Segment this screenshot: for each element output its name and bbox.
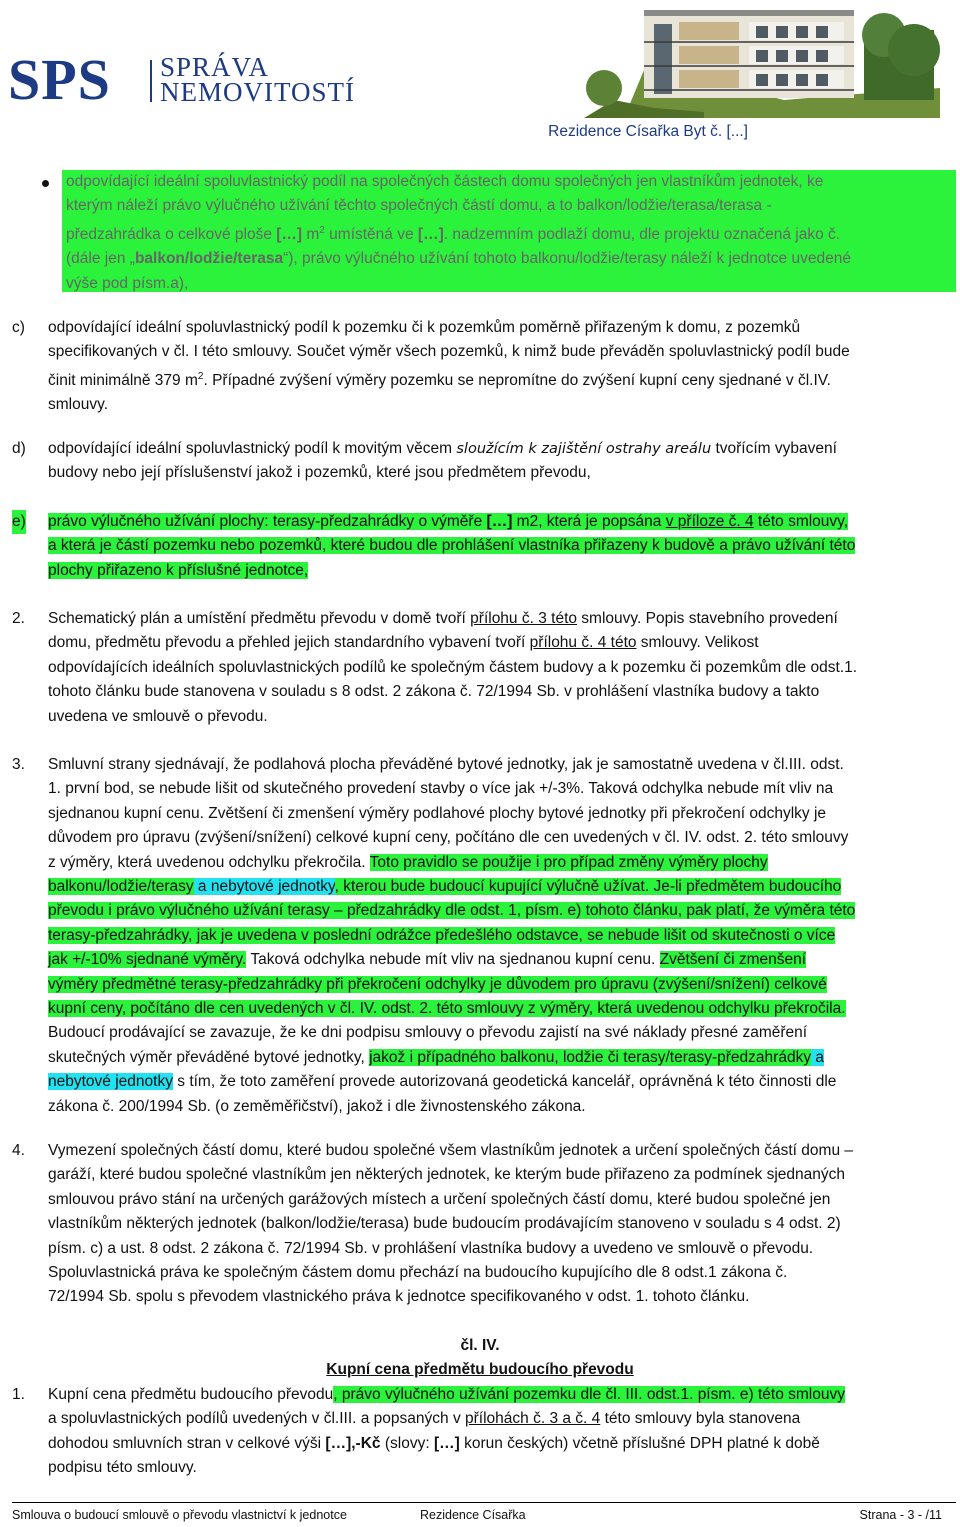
highlighted-text: , právo výlučného užívání pozemku dle čl. III. odst.1. písm. e) této smlouvy [333,1386,845,1403]
highlighted-text: této smlouvy, [753,513,849,530]
text-line: specifikovaných v čl. I této smlouvy. Součet výměr všech pozemků, k nimž bude převáděn spoluvlastnický podíl bude [48,343,850,361]
text-line: podpisu této smlouvy. [48,1459,197,1477]
text-line [66,247,952,271]
superscript: 2 [319,224,325,236]
document-reference-text: Rezidence Císařka Byt č. [...] [548,123,748,140]
text-line [48,924,952,948]
highlighted-text: Toto pravidlo se použije i pro případ změny výměry plochy [369,853,768,871]
text-run: skutečných výměr převáděné bytové jednotky, [48,1048,370,1066]
text-line: odpovídajících ideálních spoluvlastnických podílů ke společným částem budovy a k pozemku či pozemkům dle odst.1. [48,658,858,676]
text-line: Smluvní strany sjednávají, že podlahová plocha převáděné bytové jednotky, jak je samostatně uvedena v čl.III. odst. [48,756,844,773]
text-line [48,1046,952,1070]
highlighted-text: , kterou bude budoucí kupující výlučně užívat. Je-li předmětem budoucího [334,878,842,896]
text-line: smlouvou právo stání na určených garážových místech a určení společných částí domu, které budou společné jen [48,1190,831,1208]
text-line: smlouvy. [48,396,109,414]
text-line [48,1407,952,1431]
text-line: sjednanou kupní cenu. Zvětšení či zmenšení výměry podlahové plochy bytové jednotky při překročení odchylky je [48,804,827,822]
text-line: odpovídající ideální spoluvlastnický podíl na společných částech domu společných jen vlastníkům jednotek, ke [66,173,824,190]
footer-divider [12,1502,956,1503]
text-run: korun českých) včetně příslušné DPH platné k době [459,1434,820,1452]
article-number-text: čl. IV. [460,1337,500,1354]
text-line [48,365,952,394]
text-run: předzahrádka o celkové ploše [66,225,277,243]
text-line: vlastníkům některých jednotek (balkon/lodžie/terasa) bude budoucím prodávajícím stanoveno v souladu s 4 odst. 2) [48,1215,841,1233]
text-line: uvedena ve smlouvě o převodu. [48,707,268,725]
text-line [48,973,952,997]
item-marker: c) [12,319,25,336]
highlighted-text: a která je částí pozemku nebo pozemků, které budou dle prohlášení vlastníka přiřazeny k budově a právo užívání této [48,537,856,555]
text-run: odpovídající ideální spoluvlastnický podíl k movitým věcem [48,440,457,457]
text-run: m [302,225,320,243]
text-line: 1. první bod, se nebude lišit od skutečného provedení stavby o více jak +/-3%. Taková odchylka nebude mít vliv na [48,780,834,798]
paragraph-2 [48,607,952,729]
document-reference [548,120,748,144]
item-marker: 1. [12,1386,25,1403]
highlighted-text: převodu i právo výlučného užívání terasy – předzahrádky dle odst. 1, písm. e) tohoto článku, pak platí, že výměra této [48,902,856,920]
text-run: (slovy: [380,1434,434,1452]
text-run: smlouvy. Velikost [636,634,759,652]
blue-highlighted-text: a [811,1048,825,1066]
paragraph-d [48,437,952,486]
logo-divider [150,60,152,102]
text-line [48,875,952,899]
text-line: zákona č. 200/1994 Sb. (o zeměměřičství), jakož i dle živnostenského zákona. [48,1097,586,1115]
text-line: důvodem pro úpravu (zvýšení/snížení) celkové kupní ceny, počítáno dle cen uvedených v čl. IV. odst. 2. této smlouvy [48,829,849,847]
highlighted-text: právo výlučného užívání plochy: terasy-předzahrádky o výměře [48,513,487,530]
text-line [48,631,952,655]
placeholder-text: […] [417,225,444,243]
text-run: Schematický plán a umístění předmětu převodu v domě tvoří [48,610,471,627]
text-line [48,899,952,923]
text-line: budovy nebo její příslušenství jakož i pozemků, které jsou předmětem převodu, [48,464,591,482]
paragraph-c [48,316,952,418]
text-run: . nadzemním podlaží domu, dle projektu označená jako č. [443,225,841,243]
article-number [0,1334,960,1358]
paragraph-4 [48,1139,952,1310]
article-title-text: Kupní cena předmětu budoucího převodu [326,1361,634,1378]
annex-reference: přílohách č. 3 a č. 4 [465,1410,601,1428]
text-line: výše pod písm.a), [66,274,189,292]
text-line: odpovídající ideální spoluvlastnický podíl k pozemku či k pozemkům poměrně přiřazeným k domu, z pozemků [48,319,801,336]
blue-highlighted-text: a nebytové jednotky [193,878,335,896]
text-line [48,851,952,875]
text-run: . Případné zvýšení výměry pozemku se nepromítne do zvýšení kupní ceny sjednané v čl.IV. [203,371,831,389]
highlighted-text: balkonu/lodžie/terasy [48,878,194,896]
logo-line-1: SPRÁVA [160,52,270,82]
text-line: písm. c) a ust. 8 odst. 2 zákona č. 72/1994 Sb. v prohlášení vlastníka budovy a uvedeno ve smlouvě o převodu. [48,1239,814,1257]
highlighted-text: kupní ceny, počítáno dle cen uvedených v čl. IV. odst. 2. této smlouvy z výměry, která uvedenou odchylku překročila. [48,1000,846,1018]
text-line: kterým náleží právo výlučného užívání těchto společných částí domu, a to balkon/lodžie/terasa/terasa - [66,197,772,215]
text-line: Spoluvlastnická práva ke společným částem domu přechází na budoucího kupujícího dle 8 odst.1 zákona č. [48,1264,788,1282]
text-run: “), právo výlučného užívání tohoto balkonu/lodžie/terasy náleží k jednotce uvedené [283,250,851,268]
text-run: Taková odchylka nebude mít vliv na sjednanou kupní cenu. [246,951,660,969]
annex-reference: v příloze č. 4 [665,513,754,530]
text-run: činit minimálně 379 m [48,371,198,389]
text-line [48,510,952,534]
article-title [0,1358,960,1382]
highlighted-text: terasy-předzahrádky, jak je uvedena v poslední odrážce předešlého odstavce, se nebude lišit od skutečnosti o více [48,926,836,944]
text-line [66,219,952,248]
placeholder-text: […] [486,513,513,530]
placeholder-text: […] [433,1434,460,1452]
text-line: garáží, které budou společné vlastníkům jen některých jednotek, ke kterým bude přiřazeno za podmínek sjednaných [48,1166,845,1184]
footer-page-number: Strana - 3 - /11 [859,1508,942,1522]
text-line [48,607,952,631]
highlighted-text: výměry předmětné terasy-předzahrádky při překročení odchylky je důvodem pro úpravu (zvýšení/snížení) celkové [48,975,827,993]
text-run: dohodou smluvních stran v celkové výši [48,1434,326,1452]
placeholder-text: […] [276,225,303,243]
text-line [48,534,952,558]
superscript: 2 [197,370,204,382]
text-line [48,1432,952,1456]
annex-reference: přílohu č. 3 této [470,610,577,627]
text-run: tvořícím vybavení [711,440,837,457]
footer-middle: Rezidence Císařka [420,1508,526,1522]
paragraph-iv-1 [48,1383,952,1481]
text-run: (dále jen „ [66,250,135,268]
bullet-icon [42,180,49,187]
text-run: z výměry, která uvedenou odchylku překročila. [48,853,370,871]
item-marker: 4. [12,1142,25,1159]
text-line [48,559,952,583]
item-marker: 3. [12,756,25,773]
item-marker: 2. [12,610,25,627]
highlighted-text: jakož i případného balkonu, lodžie či terasy/terasy-předzahrádky [369,1048,812,1066]
highlighted-text: plochy přiřazeno k příslušné jednotce, [48,561,309,579]
paragraph-3 [48,753,952,1119]
italic-term: sloužícím k zajištění ostrahy areálu [456,441,712,457]
bullet-paragraph [66,170,952,296]
bold-term: balkon/lodžie/terasa [134,250,284,268]
text-run: umístěná ve [324,225,418,243]
text-line [48,1070,952,1094]
item-marker: d) [12,440,26,457]
footer-left: Smlouva o budoucí smlouvě o převodu vlastnictví k jednotce [12,1508,347,1522]
highlighted-text: jak +/-10% sjednané výměry. [48,951,247,969]
text-line: tohoto článku bude stanovena v souladu s 8 odst. 2 zákona č. 72/1994 Sb. v prohlášení vlastníka budovy a takto [48,683,820,701]
highlighted-text: m2, která je popsána [512,513,666,530]
text-line [48,437,952,461]
text-line [48,997,952,1021]
building-photo [584,0,940,118]
paragraph-e [48,510,952,583]
text-run: domu, předmětu převodu a přehled jejich standardního vybavení tvoří [48,634,530,652]
text-run: této smlouvy byla stanovena [600,1410,801,1428]
text-line: Vymezení společných částí domu, které budou společné všem vlastníkům jednotek a určení společných částí domu – [48,1142,853,1159]
placeholder-text: […],-Kč [325,1434,381,1452]
text-run: Kupní cena předmětu budoucího převodu [48,1386,334,1403]
logo-sps: SPS [8,47,111,112]
blue-highlighted-text: nebytové jednotky [48,1073,173,1091]
item-marker: e) [12,510,26,534]
text-line: Budoucí prodávající se zavazuje, že ke dni podpisu smlouvy o převodu zajistí na své náklady přesné zaměření [48,1024,808,1042]
text-run: smlouvy. Popis stavebního provedení [577,610,838,627]
text-line: 72/1994 Sb. spolu s převodem vlastnického práva k jednotce specifikovaného v odst. 1. tohoto článku. [48,1288,750,1306]
logo-line-2: NEMOVITOSTÍ [160,77,355,107]
annex-reference: přílohu č. 4 této [529,634,637,652]
highlighted-text: Zvětšení či zmenšení [659,951,807,969]
text-line [48,1383,952,1407]
text-run: s tím, že toto zaměření provede autorizovaná geodetická kancelář, oprávněná k této činnosti dle [172,1073,837,1091]
text-line [48,948,952,972]
text-run: a spoluvlastnických podílů uvedených v čl.III. a popsaných v [48,1410,466,1428]
